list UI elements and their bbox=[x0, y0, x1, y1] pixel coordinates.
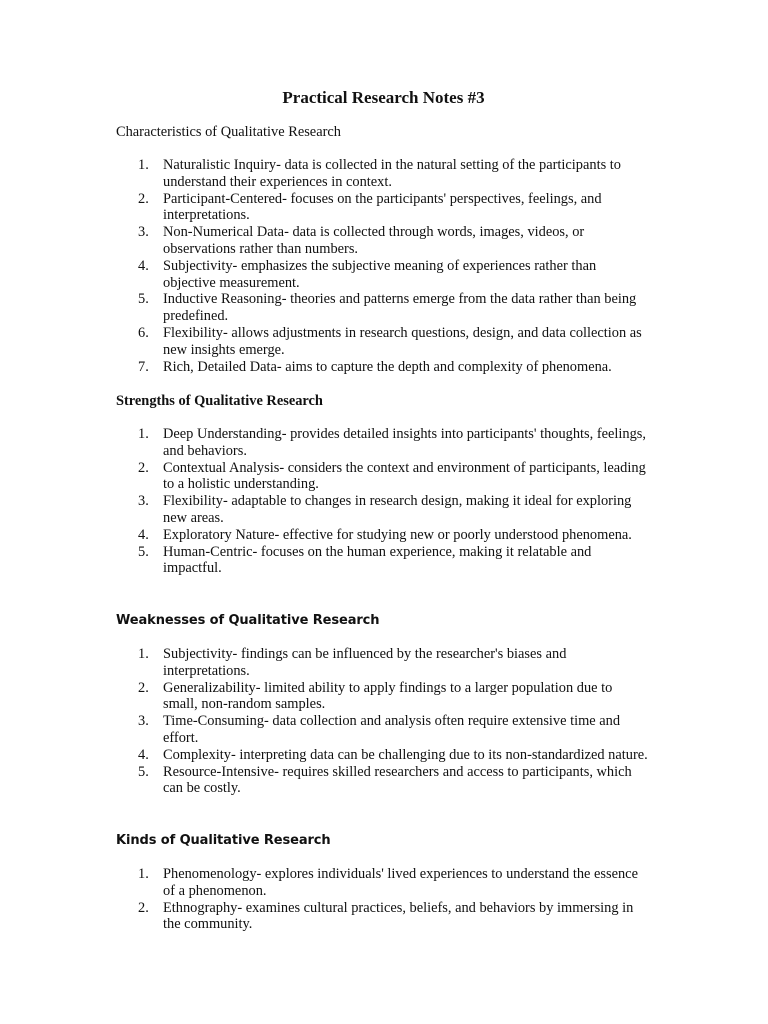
list-item bbox=[116, 680, 649, 714]
list-item bbox=[116, 426, 649, 460]
list-item bbox=[116, 191, 649, 225]
list-item-text: Naturalistic Inquiry- data is collected in the natural setting of the participants to understand their experiences in context. bbox=[163, 157, 621, 190]
list-item bbox=[116, 646, 649, 680]
list-item-text: Flexibility- allows adjustments in research questions, design, and data collection as new insights emerge. bbox=[163, 324, 642, 358]
list-item bbox=[116, 493, 649, 527]
section-heading-characteristics: Characteristics of Qualitative Research bbox=[116, 124, 341, 140]
list-item-text: Phenomenology- explores individuals' lived experiences to understand the essence of a phenomenon. bbox=[163, 866, 638, 899]
list-item-text: Time-Consuming- data collection and analysis often require extensive time and effort. bbox=[163, 713, 621, 746]
list-item-text: Generalizability- limited ability to apply findings to a larger population due to small, non-random samples. bbox=[163, 679, 613, 713]
list-number: 3. bbox=[138, 493, 149, 510]
list-item-text: Participant-Centered- focuses on the participants' perspectives, feelings, and interpretations. bbox=[163, 190, 602, 224]
list-item-text: Subjectivity- emphasizes the subjective meaning of experiences rather than objective measurement. bbox=[163, 257, 597, 291]
list-item-text: Ethnography- examines cultural practices, beliefs, and behaviors by immersing in the community. bbox=[163, 899, 634, 933]
list-number: 4. bbox=[138, 257, 149, 274]
list-number: 6. bbox=[138, 324, 149, 341]
list-number: 2. bbox=[138, 190, 149, 207]
kinds-list bbox=[116, 866, 656, 933]
list-number: 1. bbox=[138, 157, 149, 173]
list-number: 4. bbox=[138, 746, 149, 763]
list-item bbox=[116, 527, 649, 544]
list-number: 2. bbox=[138, 679, 149, 696]
list-item-text: Exploratory Nature- effective for studying new or poorly understood phenomena. bbox=[163, 526, 632, 543]
list-item bbox=[116, 291, 649, 325]
list-item bbox=[116, 258, 649, 292]
list-item bbox=[116, 157, 649, 191]
list-item-text: Contextual Analysis- considers the context and environment of participants, leading to a holistic understanding. bbox=[163, 459, 646, 493]
list-number: 5. bbox=[138, 291, 149, 308]
list-number: 7. bbox=[138, 358, 149, 375]
list-number: 3. bbox=[138, 224, 149, 241]
list-item-text: Non-Numerical Data- data is collected through words, images, videos, or observations rather than numbers. bbox=[163, 224, 585, 257]
list-item bbox=[116, 460, 649, 494]
list-item bbox=[116, 224, 649, 258]
list-number: 4. bbox=[138, 526, 149, 543]
list-item bbox=[116, 359, 649, 376]
section-strengths bbox=[116, 392, 656, 577]
list-item bbox=[116, 325, 649, 359]
section-heading-strengths: Strengths of Qualitative Research bbox=[116, 393, 323, 409]
section-kinds bbox=[116, 832, 656, 933]
list-item bbox=[116, 747, 649, 764]
list-item bbox=[116, 900, 649, 934]
list-item-text: Deep Understanding- provides detailed insights into participants' thoughts, feelings, and behaviors. bbox=[163, 426, 646, 459]
list-item bbox=[116, 866, 649, 900]
list-number: 1. bbox=[138, 426, 149, 442]
list-item bbox=[116, 713, 649, 747]
section-heading-weaknesses: Weaknesses of Qualitative Research bbox=[116, 613, 380, 628]
list-number: 2. bbox=[138, 459, 149, 476]
list-number: 1. bbox=[138, 866, 149, 882]
list-item-text: Rich, Detailed Data- aims to capture the depth and complexity of phenomena. bbox=[163, 358, 612, 375]
list-item-text: Resource-Intensive- requires skilled researchers and access to participants, which can be costly. bbox=[163, 763, 632, 797]
weaknesses-list bbox=[116, 646, 656, 797]
section-weaknesses bbox=[116, 612, 656, 797]
list-item bbox=[116, 544, 649, 578]
list-number: 5. bbox=[138, 543, 149, 560]
list-number: 3. bbox=[138, 713, 149, 730]
section-characteristics bbox=[116, 123, 656, 375]
document-title: Practical Research Notes #3 bbox=[282, 88, 485, 107]
list-item-text: Human-Centric- focuses on the human experience, making it relatable and impactful. bbox=[163, 543, 592, 577]
list-item-text: Inductive Reasoning- theories and patterns emerge from the data rather than being predefined. bbox=[163, 291, 637, 325]
list-number: 2. bbox=[138, 899, 149, 916]
characteristics-list bbox=[116, 157, 656, 375]
section-heading-kinds: Kinds of Qualitative Research bbox=[116, 833, 331, 848]
strengths-list bbox=[116, 426, 656, 577]
list-number: 1. bbox=[138, 646, 149, 662]
list-item-text: Complexity- interpreting data can be challenging due to its non-standardized nature. bbox=[163, 746, 648, 763]
list-item-text: Flexibility- adaptable to changes in research design, making it ideal for exploring new areas. bbox=[163, 493, 632, 526]
list-item bbox=[116, 764, 649, 798]
list-item-text: Subjectivity- findings can be influenced by the researcher's biases and interpretations. bbox=[163, 646, 567, 679]
list-number: 5. bbox=[138, 763, 149, 780]
